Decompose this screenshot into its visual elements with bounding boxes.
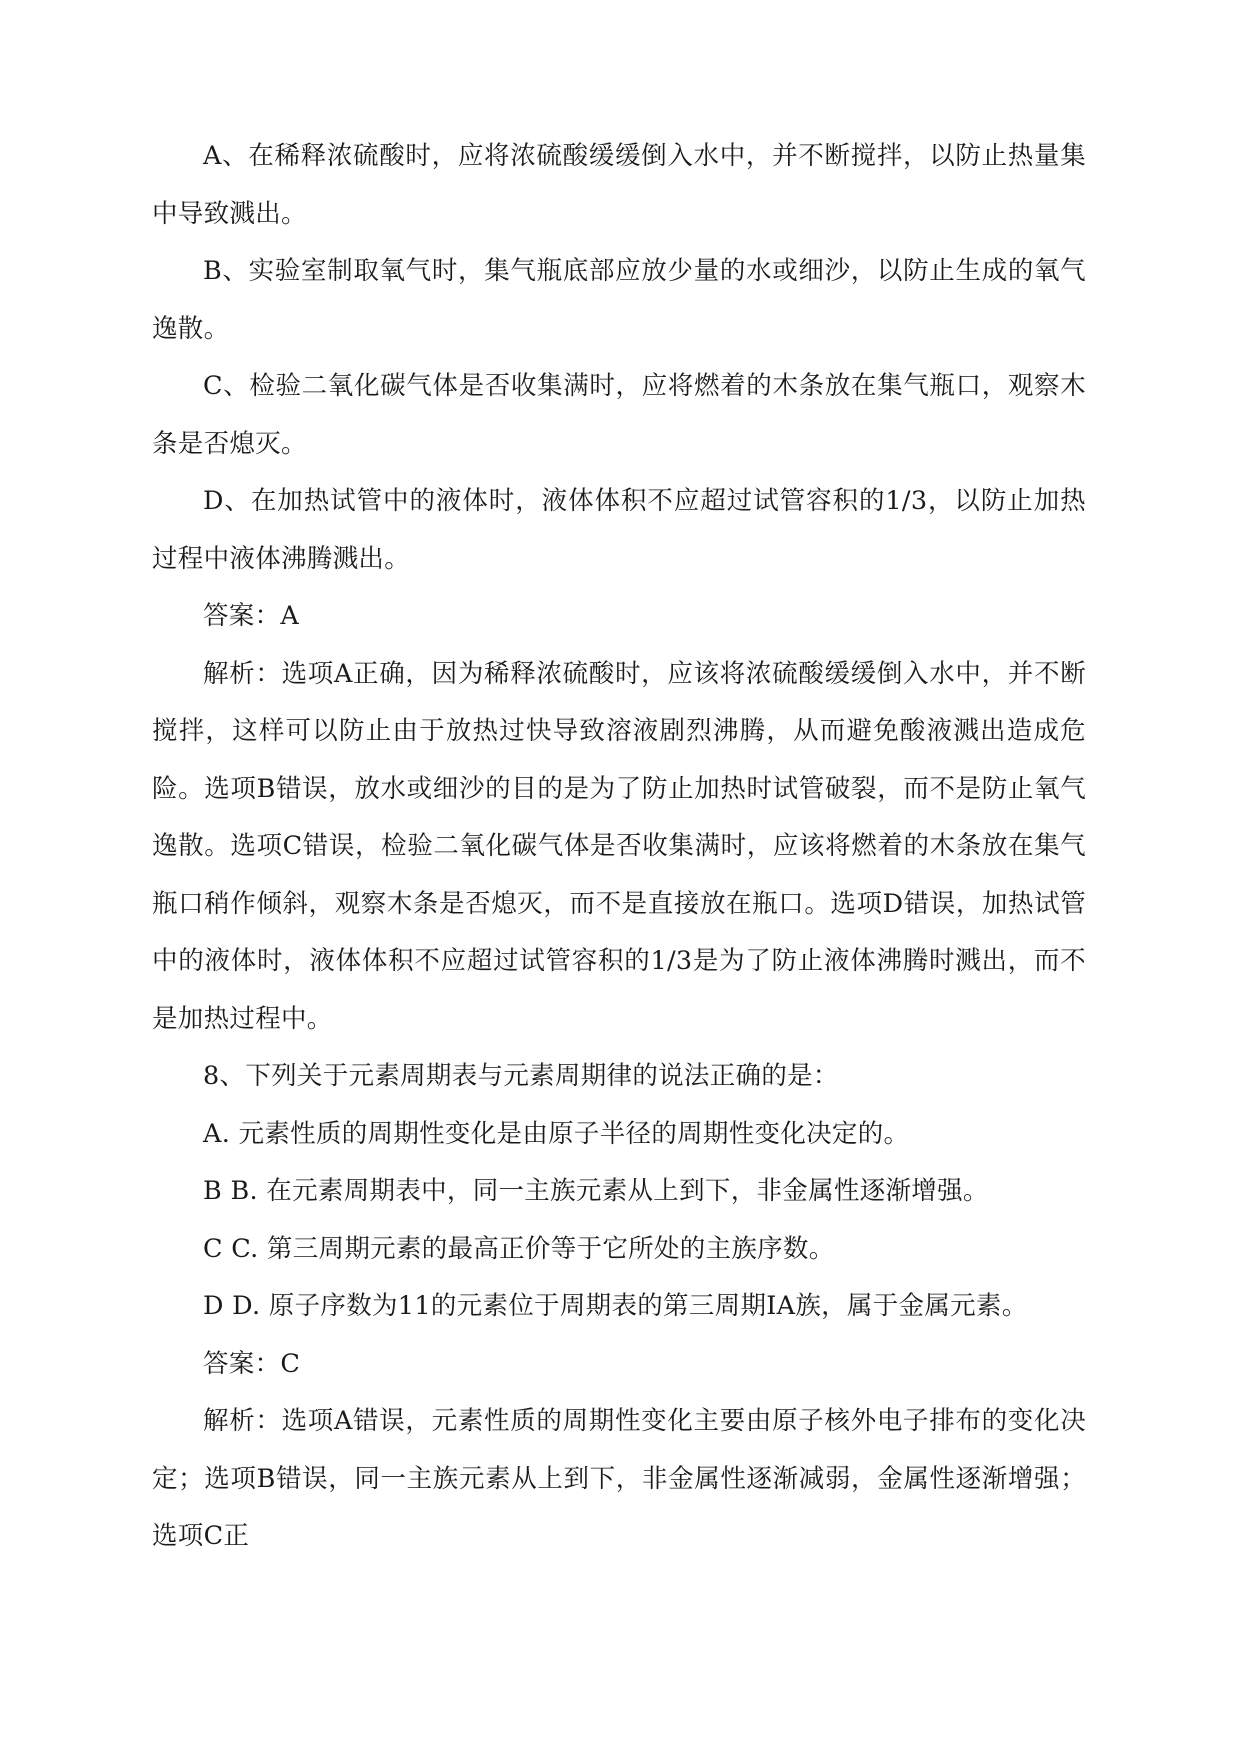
explanation-paragraph: 解析：选项A正确，因为稀释浓硫酸时，应该将浓硫酸缓缓倒入水中，并不断搅拌，这样可以防止由于放热过快导致溶液剧烈沸腾，从而避免酸液溅出造成危险。选项B错误，放水或细沙的目的是为了防止加热时试管破裂，而不是防止氧气逸散。选项C错误，检验二氧化碳气体是否收集满时，应该将燃着的木条放在集气瓶口稍作倾斜，观察木条是否熄灭，而不是直接放在瓶口。选项D错误，加热试管中的液体时，液体体积不应超过试管容积的1/3是为了防止液体沸腾时溅出，而不是加热过程中。	[152, 658, 1086, 1034]
q8-option-c-paragraph: C C. 第三周期元素的最高正价等于它所处的主族序数。	[203, 1233, 835, 1264]
q8-explanation-paragraph: 解析：选项A错误，元素性质的周期性变化主要由原子核外电子排布的变化决定；选项B错误，同一主族元素从上到下，非金属性逐渐减弱，金属性逐渐增强；选项C正	[152, 1406, 1086, 1551]
option-a-paragraph: A、在稀释浓硫酸时，应将浓硫酸缓缓倒入水中，并不断搅拌，以防止热量集中导致溅出。	[152, 141, 1086, 229]
option-d-paragraph: D、在加热试管中的液体时，液体体积不应超过试管容积的1/3，以防止加热过程中液体沸腾溅出。	[152, 486, 1086, 574]
q8-answer-paragraph: 答案：C	[203, 1348, 301, 1379]
answer-paragraph: 答案：A	[203, 601, 300, 631]
option-b-paragraph: B、实验室制取氧气时，集气瓶底部应放少量的水或细沙，以防止生成的氧气逸散。	[152, 256, 1086, 344]
question-8-paragraph: 8、下列关于元素周期表与元素周期律的说法正确的是：	[203, 1061, 839, 1091]
option-c-paragraph: C、检验二氧化碳气体是否收集满时，应将燃着的木条放在集气瓶口，观察木条是否熄灭。	[152, 371, 1086, 459]
document-page	[152, 128, 1086, 1566]
q8-option-b-paragraph: B B. 在元素周期表中，同一主族元素从上到下，非金属性逐渐增强。	[203, 1176, 989, 1206]
q8-option-a-paragraph: A. 元素性质的周期性变化是由原子半径的周期性变化决定的。	[203, 1118, 910, 1149]
q8-option-d-paragraph: D D. 原子序数为11的元素位于周期表的第三周期IA族，属于金属元素。	[203, 1291, 1028, 1321]
